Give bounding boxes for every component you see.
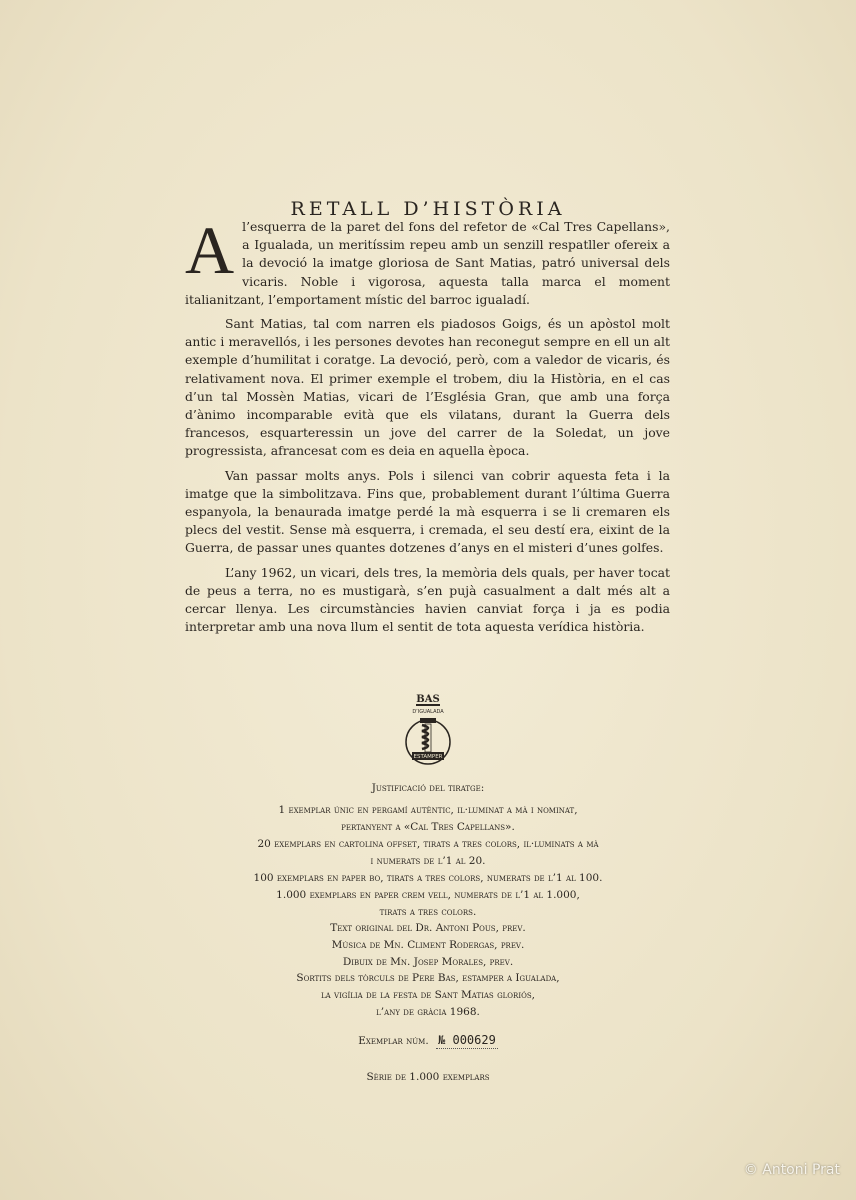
colophon-heading: Justificació del tiratge: <box>371 782 485 794</box>
paragraph-4: L’any 1962, un vicari, dels tres, la memòria dels quals, per haver tocat de peus a terra, no es mustigarà, s’en pujà casualment a dalt més alt a cercar llenya. Les circumstàncies havien canviat força i ja es podia interpretar amb una nova llum el sentit de tota aquesta verídica història. <box>185 564 670 635</box>
printer-logo <box>402 692 454 772</box>
paragraph-2: Sant Matias, tal com narren els piadosos Goigs, és un apòstol molt antic i meravellós, i les persones devotes han reconegut sempre en ell un alt exemple d’humilitat i coratge. La devoció, però, com a valedor de vicaris, és relativament nova. El primer exemple el trobem, diu la Història, en el cas d’un tal Mossèn Matias, vicari de l’Església Gran, que amb una força d’ànimo incomparable evità que els vilatans, durant la Guerra dels francesos, esquarteressin un jove del carrer de la Soledat, un jove progressista, afrancesat com es deia en aquella època. <box>185 316 670 459</box>
printing-info <box>178 970 678 1021</box>
tiratge-line: 1 exemplar únic en pergamí autèntic, il·luminat a mà i nominat, <box>278 804 578 816</box>
logo-text-top: BAS <box>416 694 440 705</box>
printing-line: Sortits dels tòrculs de Pere Bas, estamper a Igualada, <box>296 972 560 984</box>
credits-list <box>178 920 678 971</box>
tiratge-line: i numerats de l’1 al 20. <box>370 855 486 867</box>
credit-line: Dibuix de Mn. Josep Morales, prev. <box>342 956 514 968</box>
paragraph-1 <box>185 212 670 309</box>
exemplar-line <box>0 1033 856 1047</box>
credit-line: Text original del Dr. Antoni Pous, prev. <box>330 922 526 934</box>
photo-credit: © Antoni Prat <box>743 1162 840 1178</box>
exemplar-number: № 000629 <box>438 1033 496 1047</box>
history-text <box>185 212 670 642</box>
serie-line: Sèrie de 1.000 exemplars <box>366 1071 490 1083</box>
logo-text-bottom: ESTAMPER <box>413 754 443 760</box>
printing-line: l’any de gràcia 1968. <box>376 1006 480 1018</box>
credit-line: Música de Mn. Climent Rodergas, prev. <box>331 939 525 951</box>
tiratge-list <box>178 802 678 921</box>
drop-cap: A <box>185 212 235 288</box>
paragraph-1-text: l’esquerra de la paret del fons del refetor de «Cal Tres Capellans», a Igualada, un meritíssim repeu amb un senzill respatller ofereix a la devoció la imatge gloriosa de Sant Matias, patró universal dels vicaris. Noble i vigorosa, aquesta talla marca el moment italianitzant, l’emportament místic del barroc igualadí. <box>185 219 670 307</box>
colophon-heading-block <box>178 780 678 797</box>
printing-line: la vigília de la festa de Sant Matias gloriós, <box>321 989 535 1001</box>
paragraph-3: Van passar molts anys. Pols i silenci van cobrir aquesta feta i la imatge que la simbolitzava. Fins que, probablement durant l’última Guerra espanyola, la benaurada imatge perdé la mà esquerra i se li cremaren els plecs del vestit. Sense mà esquerra, i cremada, el seu destí era, eixint de la Guerra, de passar unes quantes dotzenes d’anys en el misteri d’unes golfes. <box>185 467 670 556</box>
tiratge-line: 1.000 exemplars en paper crem vell, numerats de l’1 al 1.000, <box>276 889 580 901</box>
tiratge-line: 20 exemplars en cartolina offset, tirats a tres colors, il·luminats a mà <box>257 838 599 850</box>
page-title: RETALL D’HISTÒRIA <box>290 197 566 220</box>
exemplar-label: Exemplar núm. <box>358 1035 429 1047</box>
tiratge-line: 100 exemplars en paper bo, tirats a tres colors, numerats de l’1 al 100. <box>253 872 603 884</box>
logo-text-middle: D’IGUALADA <box>412 709 444 715</box>
tiratge-line: pertanyent a «Cal Tres Capellans». <box>341 821 515 833</box>
tiratge-line: tirats a tres colors. <box>379 906 477 918</box>
